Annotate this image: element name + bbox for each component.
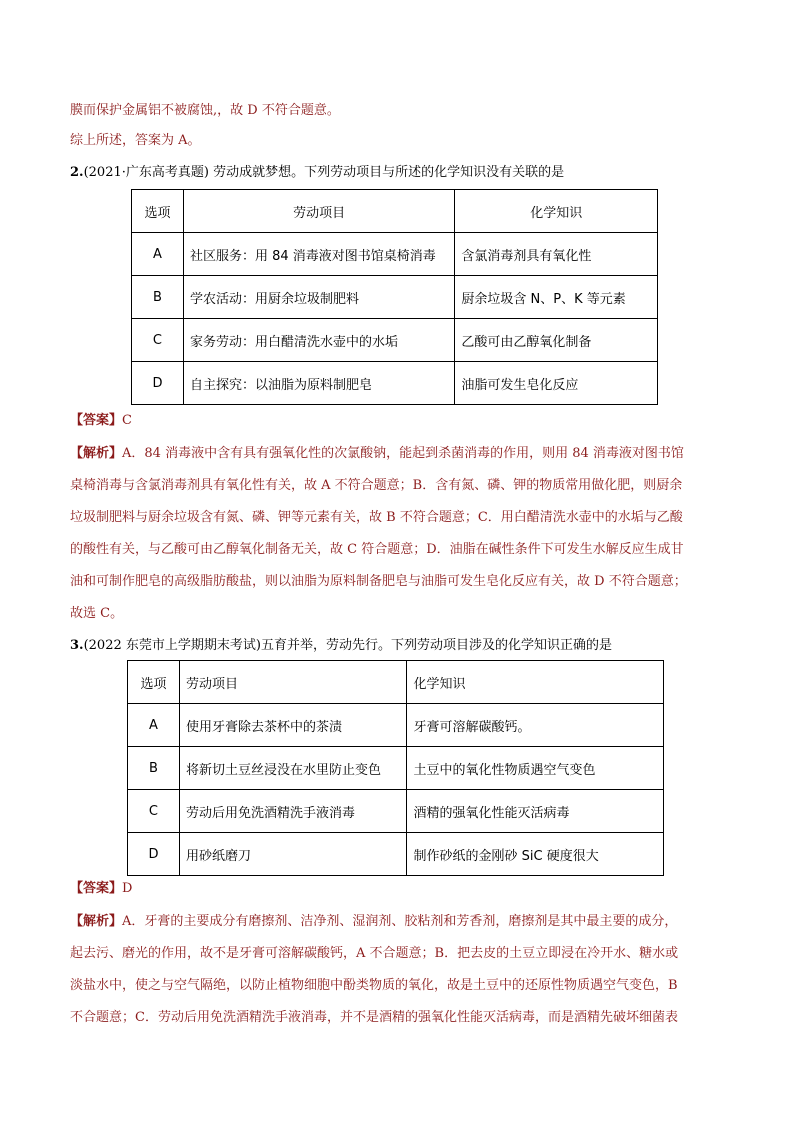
q2-table <box>131 189 658 405</box>
q3-row-activity: 用砂纸磨刀 <box>179 833 407 876</box>
q2-stem-text: (2021·广东高考真题) 劳动成就梦想。下列劳动项目与所述的化学知识没有关联的是 <box>83 165 565 180</box>
q3-row-option: C <box>128 790 180 833</box>
q2-header-activity: 劳动项目 <box>183 190 454 233</box>
q3-table-header <box>128 661 664 704</box>
q3-answer-value: D <box>122 881 133 896</box>
q3-header-option: 选项 <box>128 661 180 704</box>
q3-row-knowledge: 制作砂纸的金刚砂 SiC 硬度很大 <box>407 833 664 876</box>
q3-row-activity: 使用牙膏除去茶杯中的茶渍 <box>179 704 407 747</box>
q3-table <box>127 660 664 876</box>
q2-row-option: D <box>132 362 184 405</box>
q2-row-activity: 学农活动：用厨余垃圾制肥料 <box>183 276 454 319</box>
q3-number: 3. <box>70 638 84 653</box>
q2-answer-value: C <box>122 413 132 428</box>
q3-analysis-tag: 【解析】 <box>70 914 123 929</box>
table-row <box>128 790 664 833</box>
q3-row-knowledge: 土豆中的氧化性物质遇空气变色 <box>407 747 664 790</box>
q2-analysis-line <box>70 445 684 463</box>
q2-row-option: C <box>132 319 184 362</box>
q3-row-option: B <box>128 747 180 790</box>
q2-row-activity: 自主探究：以油脂为原料制肥皂 <box>183 362 454 405</box>
q3-analysis-line: 起去污、磨光的作用，故不是牙膏可溶解碳酸钙，A 不合题意；B．把去皮的土豆立即浸在冷开水、糖水或 <box>70 946 679 961</box>
continuation-line: 膜而保护金属铝不被腐蚀,，故 D 不符合题意。 <box>70 103 340 118</box>
q3-row-option: A <box>128 704 180 747</box>
table-row <box>128 833 664 876</box>
summary-line: 综上所述，答案为 A。 <box>70 133 201 148</box>
q3-analysis-line: 不合题意；C．劳动后用免洗酒精洗手液消毒，并不是酒精的强氧化性能灭活病毒，而是酒精先破坏细菌表 <box>70 1010 678 1025</box>
q2-answer-tag: 【答案】 <box>70 413 123 428</box>
table-row <box>132 276 658 319</box>
table-row <box>128 704 664 747</box>
q2-header-option: 选项 <box>132 190 184 233</box>
q2-answer <box>70 412 132 430</box>
q2-analysis-tag: 【解析】 <box>70 446 123 461</box>
table-row <box>132 362 658 405</box>
q2-analysis-line: 桌椅消毒与含氯消毒剂具有氧化性有关，故 A 不符合题意；B．含有氮、磷、钾的物质常用做化肥，则厨余 <box>70 478 683 493</box>
q3-header-activity: 劳动项目 <box>179 661 407 704</box>
q2-row-option: A <box>132 233 184 276</box>
q2-number: 2. <box>70 165 84 180</box>
q3-row-activity: 将新切土豆丝浸没在水里防止变色 <box>179 747 407 790</box>
q2-row-activity: 家务劳动：用白醋清洗水壶中的水垢 <box>183 319 454 362</box>
q2-stem <box>70 164 564 182</box>
q3-answer-tag: 【答案】 <box>70 881 123 896</box>
q2-row-knowledge: 厨余垃圾含 N、P、K 等元素 <box>455 276 658 319</box>
q2-analysis-text: A．84 消毒液中含有具有强氧化性的次氯酸钠，能起到杀菌消毒的作用，则用 84 消毒液对图书馆 <box>122 446 684 461</box>
q2-analysis-line: 垃圾制肥料与厨余垃圾含有氮、磷、钾等元素有关，故 B 不符合题意；C．用白醋清洗水壶中的水垢与乙酸 <box>70 510 683 525</box>
q2-analysis-line: 油和可制作肥皂的高级脂肪酸盐，则以油脂为原料制备肥皂与油脂可发生皂化反应有关，故 D 不符合题意； <box>70 574 687 589</box>
table-row <box>132 319 658 362</box>
q2-row-activity: 社区服务：用 84 消毒液对图书馆桌椅消毒 <box>183 233 454 276</box>
q3-row-option: D <box>128 833 180 876</box>
table-row <box>128 747 664 790</box>
q2-table-header <box>132 190 658 233</box>
q3-row-knowledge: 牙膏可溶解碳酸钙。 <box>407 704 664 747</box>
q3-answer <box>70 880 132 898</box>
table-row <box>132 233 658 276</box>
q3-analysis-line <box>70 913 677 931</box>
q2-row-option: B <box>132 276 184 319</box>
q3-row-knowledge: 酒精的强氧化性能灭活病毒 <box>407 790 664 833</box>
q2-row-knowledge: 含氯消毒剂具有氧化性 <box>455 233 658 276</box>
q3-analysis-text: A．牙膏的主要成分有磨擦剂、洁净剂、湿润剂、胶粘剂和芳香剂，磨擦剂是其中最主要的成分， <box>122 914 678 929</box>
q2-row-knowledge: 油脂可发生皂化反应 <box>455 362 658 405</box>
q3-header-knowledge: 化学知识 <box>407 661 664 704</box>
q3-analysis-line: 淡盐水中，使之与空气隔绝，以防止植物细胞中酚类物质的氧化，故是土豆中的还原性物质遇空气变色，B <box>70 978 678 993</box>
q3-stem <box>70 637 612 655</box>
q2-header-knowledge: 化学知识 <box>455 190 658 233</box>
q2-analysis-line: 的酸性有关，与乙酸可由乙醇氧化制备无关，故 C 符合题意；D．油脂在碱性条件下可发生水解反应生成甘 <box>70 542 684 557</box>
q2-row-knowledge: 乙酸可由乙醇氧化制备 <box>455 319 658 362</box>
q3-row-activity: 劳动后用免洗酒精洗手液消毒 <box>179 790 407 833</box>
q2-analysis-line: 故选 C。 <box>70 606 124 621</box>
q3-stem-text: (2022 东莞市上学期期末考试)五育并举，劳动先行。下列劳动项目涉及的化学知识正确的是 <box>83 638 612 653</box>
